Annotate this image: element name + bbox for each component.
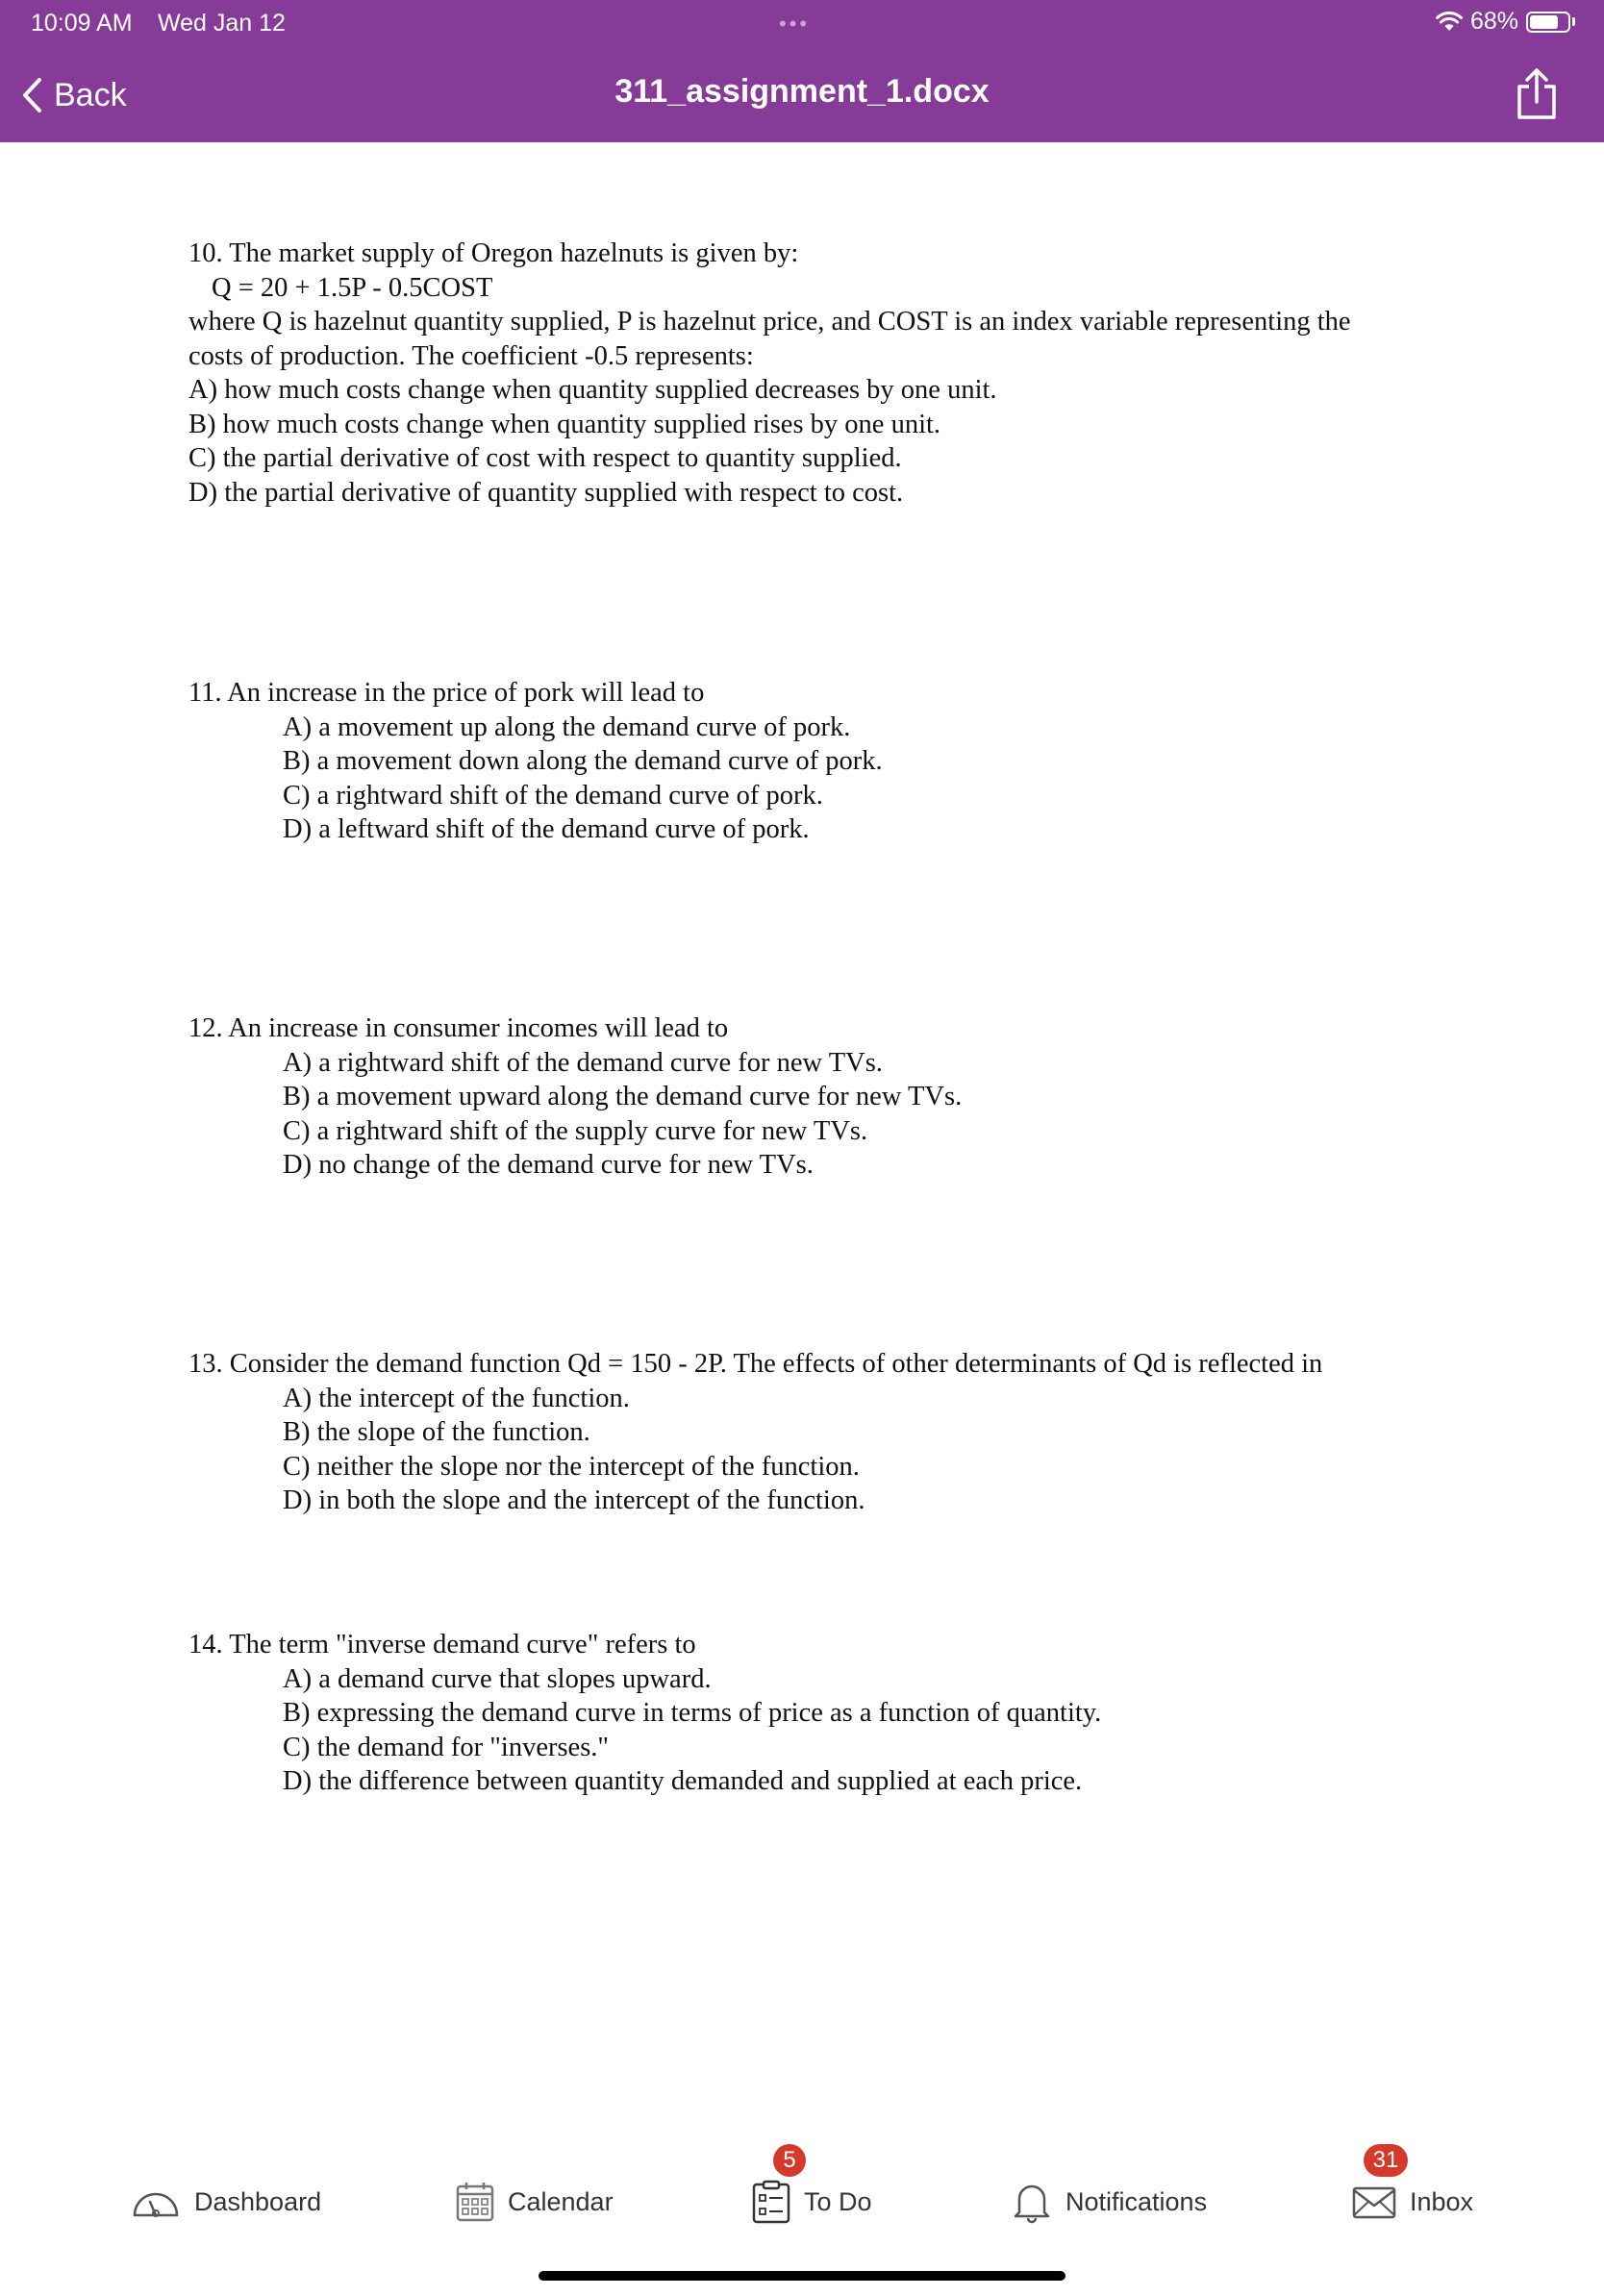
question-12 [188,1011,962,1183]
calendar-icon [456,2182,494,2222]
option-b: B) the slope of the function. [283,1417,590,1447]
option-d: D) the difference between quantity demanded and supplied at each price. [283,1766,1083,1796]
tab-label: Dashboard [194,2186,322,2216]
option-d: D) a leftward shift of the demand curve of pork. [283,814,810,844]
todo-icon [752,2180,790,2224]
option-a: A) a demand curve that slopes upward. [283,1663,712,1694]
dashboard-icon [131,2184,181,2219]
option-d: D) no change of the demand curve for new TVs. [283,1150,814,1180]
multitasking-dots-icon[interactable]: ••• [779,12,811,36]
question-stem: 11. An increase in the price of pork will lead to [188,678,705,708]
chevron-left-icon [21,77,42,113]
tab-notifications[interactable] [1012,2154,1207,2250]
option-d: D) in both the slope and the intercept of the function. [283,1485,865,1515]
tab-inbox[interactable] [1352,2147,1474,2250]
option-b: B) a movement down along the demand curve of pork. [283,746,883,776]
question-stem: 10. The market supply of Oregon hazelnuts is given by: [188,238,799,268]
inbox-badge: 31 [1364,2144,1408,2177]
option-c: C) a rightward shift of the demand curve of pork. [283,780,823,811]
option-c: C) the demand for "inverses." [283,1732,610,1762]
option-c: C) a rightward shift of the supply curve for new TVs. [283,1115,868,1146]
inbox-icon [1352,2184,1396,2219]
question-text: costs of production. The coefficient -0.5 represents: [188,340,754,371]
document-viewer[interactable] [0,142,1604,2113]
question-10 [188,237,1351,510]
question-11 [188,676,883,847]
todo-badge: 5 [773,2144,806,2177]
tab-label: Calendar [508,2186,614,2216]
option-b: B) expressing the demand curve in terms of price as a function of quantity. [283,1698,1102,1728]
option-a: A) the intercept of the function. [283,1383,630,1413]
option-b: B) how much costs change when quantity supplied rises by one unit. [188,409,941,439]
app-header [0,0,1604,142]
option-c: C) the partial derivative of cost with respect to quantity supplied. [188,443,902,473]
option-a: A) how much costs change when quantity supplied decreases by one unit. [188,375,997,405]
option-d: D) the partial derivative of quantity supplied with respect to cost. [188,477,904,508]
tab-dashboard[interactable] [131,2154,321,2250]
wifi-icon [1436,12,1463,33]
document-title: 311_assignment_1.docx [614,73,990,110]
question-13 [188,1347,1322,1518]
status-time: 10:09 AM [31,10,133,37]
option-c: C) neither the slope nor the intercept of the function. [283,1451,860,1482]
status-date: Wed Jan 12 [158,10,286,37]
battery-percent: 68% [1469,8,1518,35]
question-stem: 14. The term "inverse demand curve" refers to [188,1630,696,1660]
battery-icon [1526,12,1570,33]
option-a: A) a rightward shift of the demand curve for new TVs. [283,1047,883,1078]
share-button[interactable] [1512,67,1562,121]
question-14 [188,1628,1101,1799]
share-icon [1512,67,1562,121]
bell-icon [1012,2180,1052,2224]
home-indicator[interactable] [539,2271,1065,2281]
option-a: A) a movement up along the demand curve of pork. [283,711,851,742]
tab-label: Notifications [1065,2186,1208,2216]
option-b: B) a movement upward along the demand curve for new TVs. [283,1082,963,1111]
tab-label: To Do [804,2186,872,2216]
back-label: Back [54,76,127,113]
tab-todo[interactable] [752,2147,872,2250]
question-stem: 12. An increase in consumer incomes will lead to [188,1013,729,1043]
status-indicators [1436,8,1575,36]
question-text: where Q is hazelnut quantity supplied, P is hazelnut price, and COST is an index variable representing the [188,307,1351,337]
back-button[interactable] [21,71,127,119]
question-stem: 13. Consider the demand function Qd = 150 - 2P. The effects of other determinants of Qd is reflected in [188,1349,1323,1379]
supply-formula: Q = 20 + 1.5P - 0.5COST [212,272,493,303]
tab-label: Inbox [1410,2186,1474,2216]
tab-calendar[interactable] [456,2154,614,2250]
